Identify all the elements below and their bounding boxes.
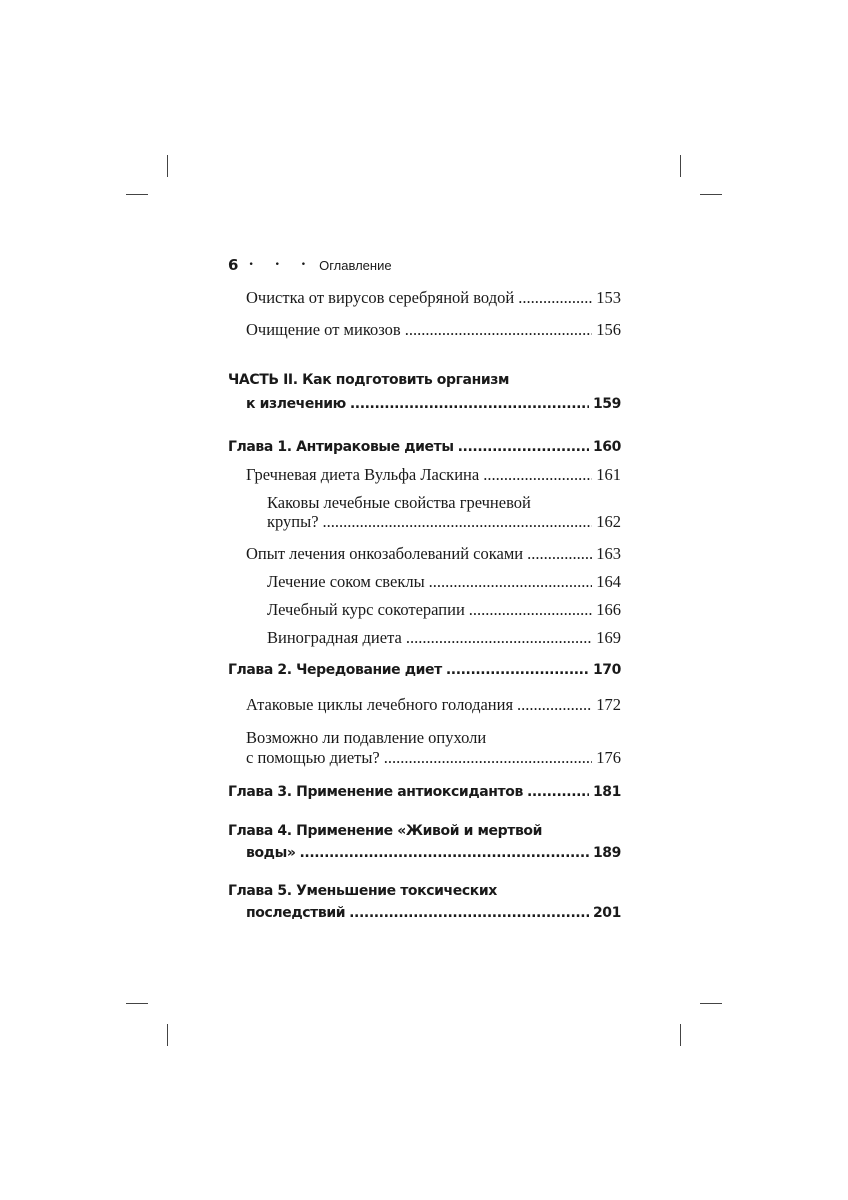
dot-leader [527, 541, 592, 567]
toc-entry-title: Гречневая диета Вульфа Ласкина [246, 465, 480, 484]
toc-entry-title: Лечебный курс сокотерапии [267, 600, 465, 619]
toc-page-number: 163 [596, 544, 621, 563]
toc-entry-title: Очистка от вирусов серебряной водой [246, 288, 515, 307]
dot-leader [429, 569, 593, 595]
crop-mark-top-left-vertical [167, 155, 168, 177]
toc-page-number: 169 [596, 628, 621, 647]
page-number: 6 [228, 256, 239, 274]
toc-page-number: 181 [592, 784, 621, 800]
toc-page-number: 170 [592, 662, 621, 678]
toc-page-number: 156 [596, 320, 621, 339]
toc-page-number: 166 [596, 600, 621, 619]
crop-mark-top-right-horizontal [700, 194, 722, 195]
toc-entry-title: Возможно ли подавление опухоли [246, 728, 487, 747]
running-header [228, 255, 392, 275]
crop-mark-bottom-right-horizontal [700, 1003, 722, 1004]
toc-page-number: 176 [596, 748, 621, 767]
toc-page-number: 153 [596, 288, 621, 307]
toc-entry-title: Глава 1. Антираковые диеты [228, 439, 454, 455]
dot-leader [350, 391, 589, 417]
dot-leader [518, 285, 592, 311]
crop-mark-top-right-vertical [680, 155, 681, 177]
dot-leader [405, 317, 593, 343]
toc-page-number: 201 [592, 905, 621, 921]
toc-entry-title-continued: крупы? [267, 512, 319, 531]
toc-entry-title: Глава 5. Уменьшение токсических [228, 883, 497, 899]
header-dots: • • • [248, 260, 316, 270]
toc-entry-title: Каковы лечебные свойства гречневой [267, 493, 531, 512]
dot-leader [349, 900, 589, 926]
crop-mark-bottom-left-horizontal [126, 1003, 148, 1004]
dot-leader [446, 657, 589, 683]
dot-leader [469, 597, 592, 623]
toc-entry-title: Глава 2. Чередование диет [228, 662, 442, 678]
toc-entry-title: Атаковые циклы лечебного голодания [246, 695, 514, 714]
toc-entry-title-continued: воды» [246, 845, 296, 861]
toc-page-number: 159 [592, 396, 621, 412]
crop-mark-top-left-horizontal [126, 194, 148, 195]
dot-leader [406, 625, 592, 651]
dot-leader [458, 434, 589, 460]
toc-entry-title: Опыт лечения онкозаболеваний соками [246, 544, 524, 563]
running-head-title: Оглавление [319, 257, 392, 273]
toc-entry-title-continued: к излечению [246, 396, 346, 412]
toc-page-number: 162 [596, 512, 621, 531]
dot-leader [527, 779, 589, 805]
dot-leader [384, 745, 592, 771]
toc-page-number: 164 [596, 572, 621, 591]
toc-page-number: 172 [596, 695, 621, 714]
dot-leader [300, 840, 589, 866]
dot-leader [517, 692, 592, 718]
toc-page-number: 161 [596, 465, 621, 484]
toc-entry-title: Лечение соком свеклы [267, 572, 425, 591]
toc-page-number: 189 [592, 845, 621, 861]
dot-leader [483, 462, 592, 488]
toc-entry-title-continued: последствий [246, 905, 346, 921]
toc-entry-title-continued: с помощью диеты? [246, 748, 380, 767]
crop-mark-bottom-left-vertical [167, 1024, 168, 1046]
crop-mark-bottom-right-vertical [680, 1024, 681, 1046]
toc-entry-title: Глава 3. Применение антиоксидантов [228, 784, 523, 800]
toc-page-number: 160 [592, 439, 621, 455]
toc-entry-title: Очищение от микозов [246, 320, 401, 339]
dot-leader [323, 509, 593, 535]
toc-entry-title: Виноградная диета [267, 628, 402, 647]
toc-entry-title: ЧАСТЬ II. Как подготовить организм [228, 372, 510, 388]
toc-entry-title: Глава 4. Применение «Живой и мертвой [228, 823, 543, 839]
